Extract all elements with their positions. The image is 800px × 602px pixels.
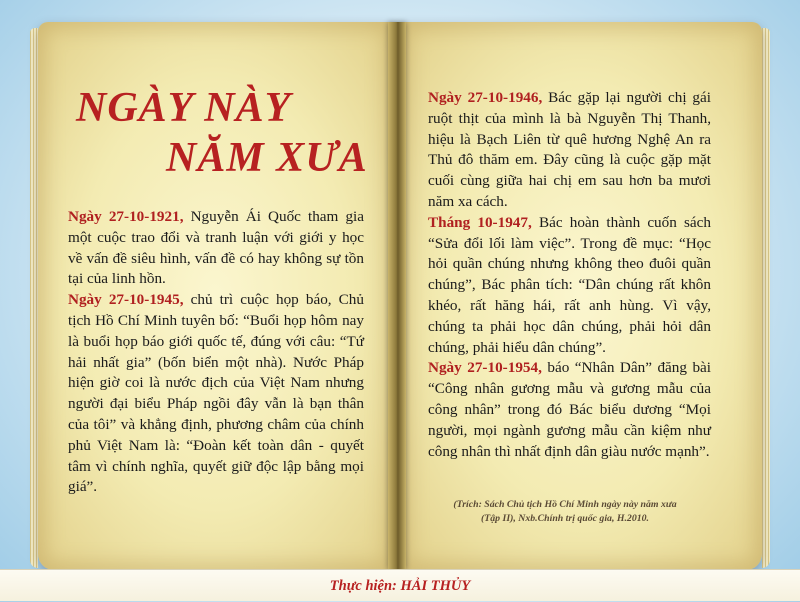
entry-date: Ngày 27-10-1954, bbox=[428, 359, 542, 377]
book-spine bbox=[388, 22, 406, 570]
entry-text: Bác gặp lại người chị gái ruột thịt của mình là bà Nguyễn Thị Thanh, hiệu là Bạch Liên từ quê hương Nghệ An ra Thủ đô thăm em. Đây cũng là cuộc gặp mặt cuối cùng giữa hai chị em sau hơn ba mươi năm xa cách. bbox=[428, 89, 711, 210]
left-page-edges bbox=[30, 28, 38, 568]
entry-text: Bác hoàn thành cuốn sách “Sửa đổi lối làm việc”. Trong đề mục: “Học hỏi quần chúng nhưng không theo đuôi quần chúng”, Bác phân tích: “Dân chúng rất khôn khéo, rất hăng hái, rất anh hùng. Vì vậy, chúng ta phải học dân chúng, phải hỏi dân chúng, phải hiểu dân chúng”. bbox=[428, 213, 711, 356]
footer-bar bbox=[0, 569, 800, 601]
source-citation bbox=[420, 498, 710, 526]
page-title-line-1: NGÀY NÀY bbox=[76, 85, 292, 131]
entry-text: báo “Nhân Dân” đăng bài “Công nhân gương mẫu và gương mẫu của công nhân” trong đó Bác biểu dương “Mọi người, mọi ngành gương mẫu cần kiệm như công nhân thì nhất định dân giàu nước mạnh”. bbox=[428, 359, 712, 460]
right-page-edges bbox=[762, 28, 770, 568]
history-entry bbox=[68, 290, 364, 498]
entry-date: Ngày 27-10-1945, bbox=[68, 291, 184, 309]
left-page-text bbox=[68, 207, 364, 498]
history-entry bbox=[428, 358, 711, 462]
history-entry bbox=[428, 213, 711, 359]
right-page-text bbox=[428, 88, 711, 462]
citation-line-2: (Tập II), Nxb.Chính trị quốc gia, H.2010. bbox=[481, 513, 649, 524]
entry-text: chủ trì cuộc họp báo, Chủ tịch Hồ Chí Minh tuyên bố: “Buổi họp hôm nay là buổi họp báo giới quốc tế, đúng với câu: “Tứ hải nhất gia” (bốn biển một nhà). Nước Pháp hiện giờ coi là nước địch của Việt Nam nhưng người đại biểu Pháp ngồi đây vẫn là bạn thân của tôi” và khẳng định, phương châm của chính phủ Việt Nam là: “Đoàn kết toàn dân - quyết tâm vì chính nghĩa, quyết giữ độc lập bằng mọi giá”. bbox=[68, 291, 364, 496]
citation-line-1: (Trích: Sách Chủ tịch Hồ Chí Minh ngày này năm xưa bbox=[453, 499, 677, 510]
entry-text: Nguyễn Ái Quốc tham gia một cuộc trao đổi và tranh luận với giới y học về vấn đề siêu hình, vấn đề có hay không sự tồn tại của linh hồn. bbox=[68, 208, 364, 288]
entry-date: Tháng 10-1947, bbox=[428, 213, 532, 231]
entry-date: Ngày 27-10-1921, bbox=[68, 208, 184, 225]
entry-date: Ngày 27-10-1946, bbox=[428, 89, 543, 106]
history-entry bbox=[428, 88, 711, 213]
page-title-line-2: NĂM XƯA bbox=[166, 135, 368, 181]
author-credit: Thực hiện: HẢI THỦY bbox=[329, 578, 471, 594]
history-entry bbox=[68, 207, 364, 290]
